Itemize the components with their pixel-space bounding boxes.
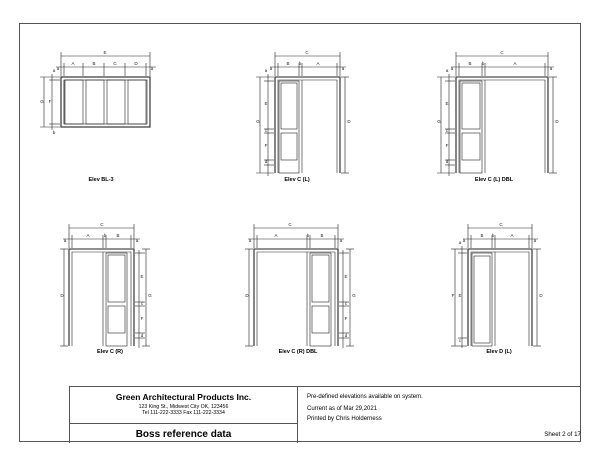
dim-label: G [437, 119, 441, 124]
dim-label: B [468, 61, 472, 66]
dim-label: b [481, 61, 485, 66]
dim-label: d [264, 159, 268, 164]
company-block [69, 387, 298, 443]
dim-label: c [344, 301, 348, 306]
sheet-title: Boss reference data [135, 429, 232, 440]
sheet-number: Sheet 2 of 17 [544, 431, 581, 438]
dim-label: a [63, 238, 67, 243]
dim-label: d [344, 333, 348, 338]
dim-label: C [288, 222, 292, 227]
dim-label: B [320, 233, 324, 238]
dim-label: F [48, 99, 52, 104]
dim-label: A [316, 61, 320, 66]
elevation-c-r-dbl-dim-labels [245, 222, 356, 338]
elevation-label: Elev C (R) [97, 349, 123, 355]
dim-label: d [140, 333, 144, 338]
elevation-label: Elev BL-3 [88, 177, 114, 183]
dim-label: D [539, 293, 543, 298]
dim-label: c [140, 301, 144, 306]
dim-label: E [264, 101, 268, 106]
dim-label: c [264, 128, 268, 133]
dim-label: A [510, 233, 514, 238]
company-name: Green Architectural Products Inc. [115, 392, 252, 402]
sheet-notes [307, 387, 581, 443]
dim-label: D [60, 293, 64, 298]
printed-by-line: Printed by Chris Holderness [307, 416, 382, 422]
dim-label: D [555, 119, 559, 124]
dim-label: a [458, 240, 462, 245]
dim-label: A [86, 233, 90, 238]
dim-label: D [245, 293, 249, 298]
dim-label: a [264, 68, 268, 73]
dim-label: F [140, 316, 144, 321]
dim-label: a [135, 238, 139, 243]
dim-label: G [148, 293, 152, 298]
elevation-bl3-drawing [40, 52, 156, 130]
elevation-d-l-dim-labels [452, 222, 544, 343]
dim-label: a [533, 238, 537, 243]
dim-label: E [445, 101, 449, 106]
dim-label: b [306, 233, 310, 238]
dim-label: E [140, 274, 144, 279]
dim-label: A [71, 61, 75, 66]
dim-label: C [499, 222, 503, 227]
dim-label: E [344, 274, 348, 279]
dim-label: B [116, 233, 120, 238]
dim-label: D [134, 61, 138, 66]
dim-label: b [298, 61, 302, 66]
dim-label: G [352, 293, 356, 298]
dim-label: G [40, 99, 44, 104]
dim-label: D [347, 119, 351, 124]
elevation-label: Elev C (R) DBL [278, 349, 318, 355]
current-date-line: Current as of Mar 29,2021 [307, 406, 378, 412]
title-divider [70, 423, 297, 424]
dim-label: c [458, 338, 462, 343]
dim-label: F [451, 293, 455, 298]
dim-label: a [52, 68, 56, 73]
dim-label: E [458, 293, 462, 298]
dim-label: b [491, 233, 495, 238]
dim-label: C [113, 61, 117, 66]
dim-label: a [56, 66, 60, 71]
elevation-label: Elev C (L) [284, 177, 310, 183]
elevation-bl3-dim-labels [40, 50, 154, 135]
elevation-c-r-dim-labels [60, 222, 152, 338]
elevation-label: Elev D (L) [486, 349, 512, 355]
company-address: 123 King St., Midwest City OK, 123456 [138, 404, 229, 410]
dim-label: a [549, 66, 553, 71]
dim-label: C [100, 222, 104, 227]
dim-label: a [462, 238, 466, 243]
dim-label: B [92, 61, 96, 66]
note-line: Pre-defined elevations available on system. [307, 394, 423, 400]
dim-label: B [286, 61, 290, 66]
elevation-c-r-dbl-drawing [245, 224, 354, 348]
dim-label: E [103, 50, 107, 55]
dim-label: F [264, 143, 268, 148]
dim-label: C [305, 50, 309, 55]
dim-label: a [150, 66, 154, 71]
title-block [69, 386, 581, 443]
dim-label: b [52, 130, 56, 135]
dim-label: B [480, 233, 484, 238]
dim-label: a [269, 66, 273, 71]
elevation-c-l-dbl-drawing [437, 52, 557, 176]
dim-label: d [445, 159, 449, 164]
dim-label: C [500, 50, 504, 55]
dim-label: G [256, 119, 260, 124]
dim-label: a [341, 66, 345, 71]
dim-label: F [344, 316, 348, 321]
company-phone: Tel 111-222-3333 Fax 111-222-3334 [142, 410, 225, 416]
elevation-label: Elev C (L) DBL [474, 177, 514, 183]
dim-label: F [445, 143, 449, 148]
dim-label: c [445, 128, 449, 133]
dim-label: a [450, 66, 454, 71]
dim-label: A [513, 61, 517, 66]
dim-label: A [274, 233, 278, 238]
dim-label: b [103, 233, 107, 238]
dim-label: a [248, 238, 252, 243]
dim-label: a [445, 68, 449, 73]
dim-label: a [339, 238, 343, 243]
